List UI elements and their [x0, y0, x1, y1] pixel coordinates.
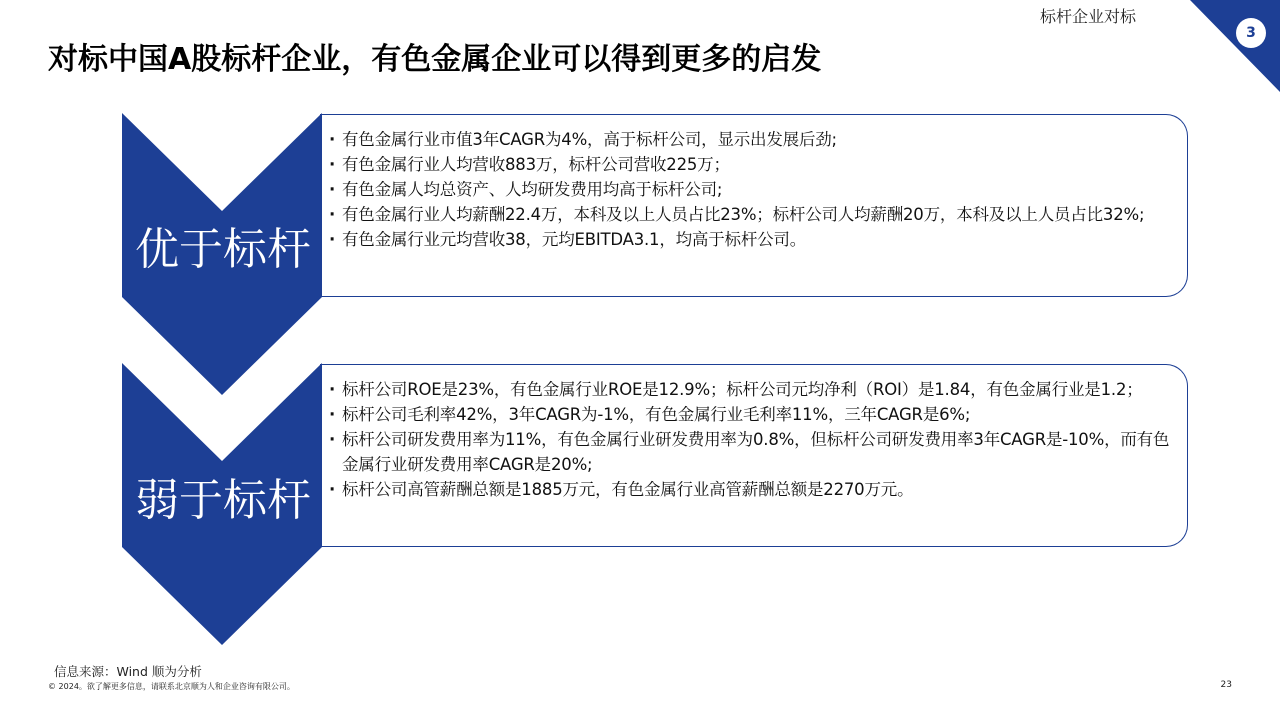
page-number: 23 — [1220, 680, 1232, 690]
weaknesses-point-list — [328, 377, 1171, 502]
list-item: · 有色金属行业人均营收883万，标杆公司营收225万； — [328, 152, 1171, 177]
list-item: · 有色金属行业市值3年CAGR为4%，高于标杆公司，显示出发展后劲; — [328, 127, 1171, 152]
list-item: · 标杆公司研发费用率为11%，有色金属行业研发费用率为0.8%，但标杆公司研发费用率3年CAGR是-10%，而有色金属行业研发费用率CAGR是20%; — [328, 427, 1171, 477]
section-number-badge: 3 — [1236, 18, 1266, 48]
strengths-points-box — [320, 114, 1188, 297]
corner-triangle-decoration — [1190, 0, 1280, 92]
list-item: · 有色金属行业元均营收38，元均EBITDA3.1，均高于标杆公司。 — [328, 227, 1171, 252]
list-item: · 标杆公司毛利率42%，3年CAGR为-1%，有色金属行业毛利率11%，三年CAGR是6%; — [328, 402, 1171, 427]
section-label-weaknesses: 弱于标杆 — [135, 475, 311, 526]
copyright-notice: © 2024。欲了解更多信息，请联系北京顺为人和企业咨询有限公司。 — [48, 682, 295, 691]
list-item: · 标杆公司ROE是23%，有色金属行业ROE是12.9%；标杆公司元均净利（ROI）是1.84，有色金属行业是1.2； — [328, 377, 1171, 402]
list-item: · 标杆公司高管薪酬总额是1885万元，有色金属行业高管薪酬总额是2270万元。 — [328, 477, 1171, 502]
list-item: · 有色金属人均总资产、人均研发费用均高于标杆公司; — [328, 177, 1171, 202]
source-note: 信息来源：Wind 顺为分析 — [54, 664, 202, 679]
strengths-point-list — [328, 127, 1171, 252]
list-item: · 有色金属行业人均薪酬22.4万，本科及以上人员占比23%；标杆公司人均薪酬20万，本科及以上人员占比32%; — [328, 202, 1171, 227]
page-title: 对标中国A股标杆企业，有色金属企业可以得到更多的启发 — [48, 42, 822, 77]
section-label: 标杆企业对标 — [1040, 7, 1137, 26]
section-label-strengths: 优于标杆 — [135, 224, 311, 275]
weaknesses-points-box — [320, 364, 1188, 547]
